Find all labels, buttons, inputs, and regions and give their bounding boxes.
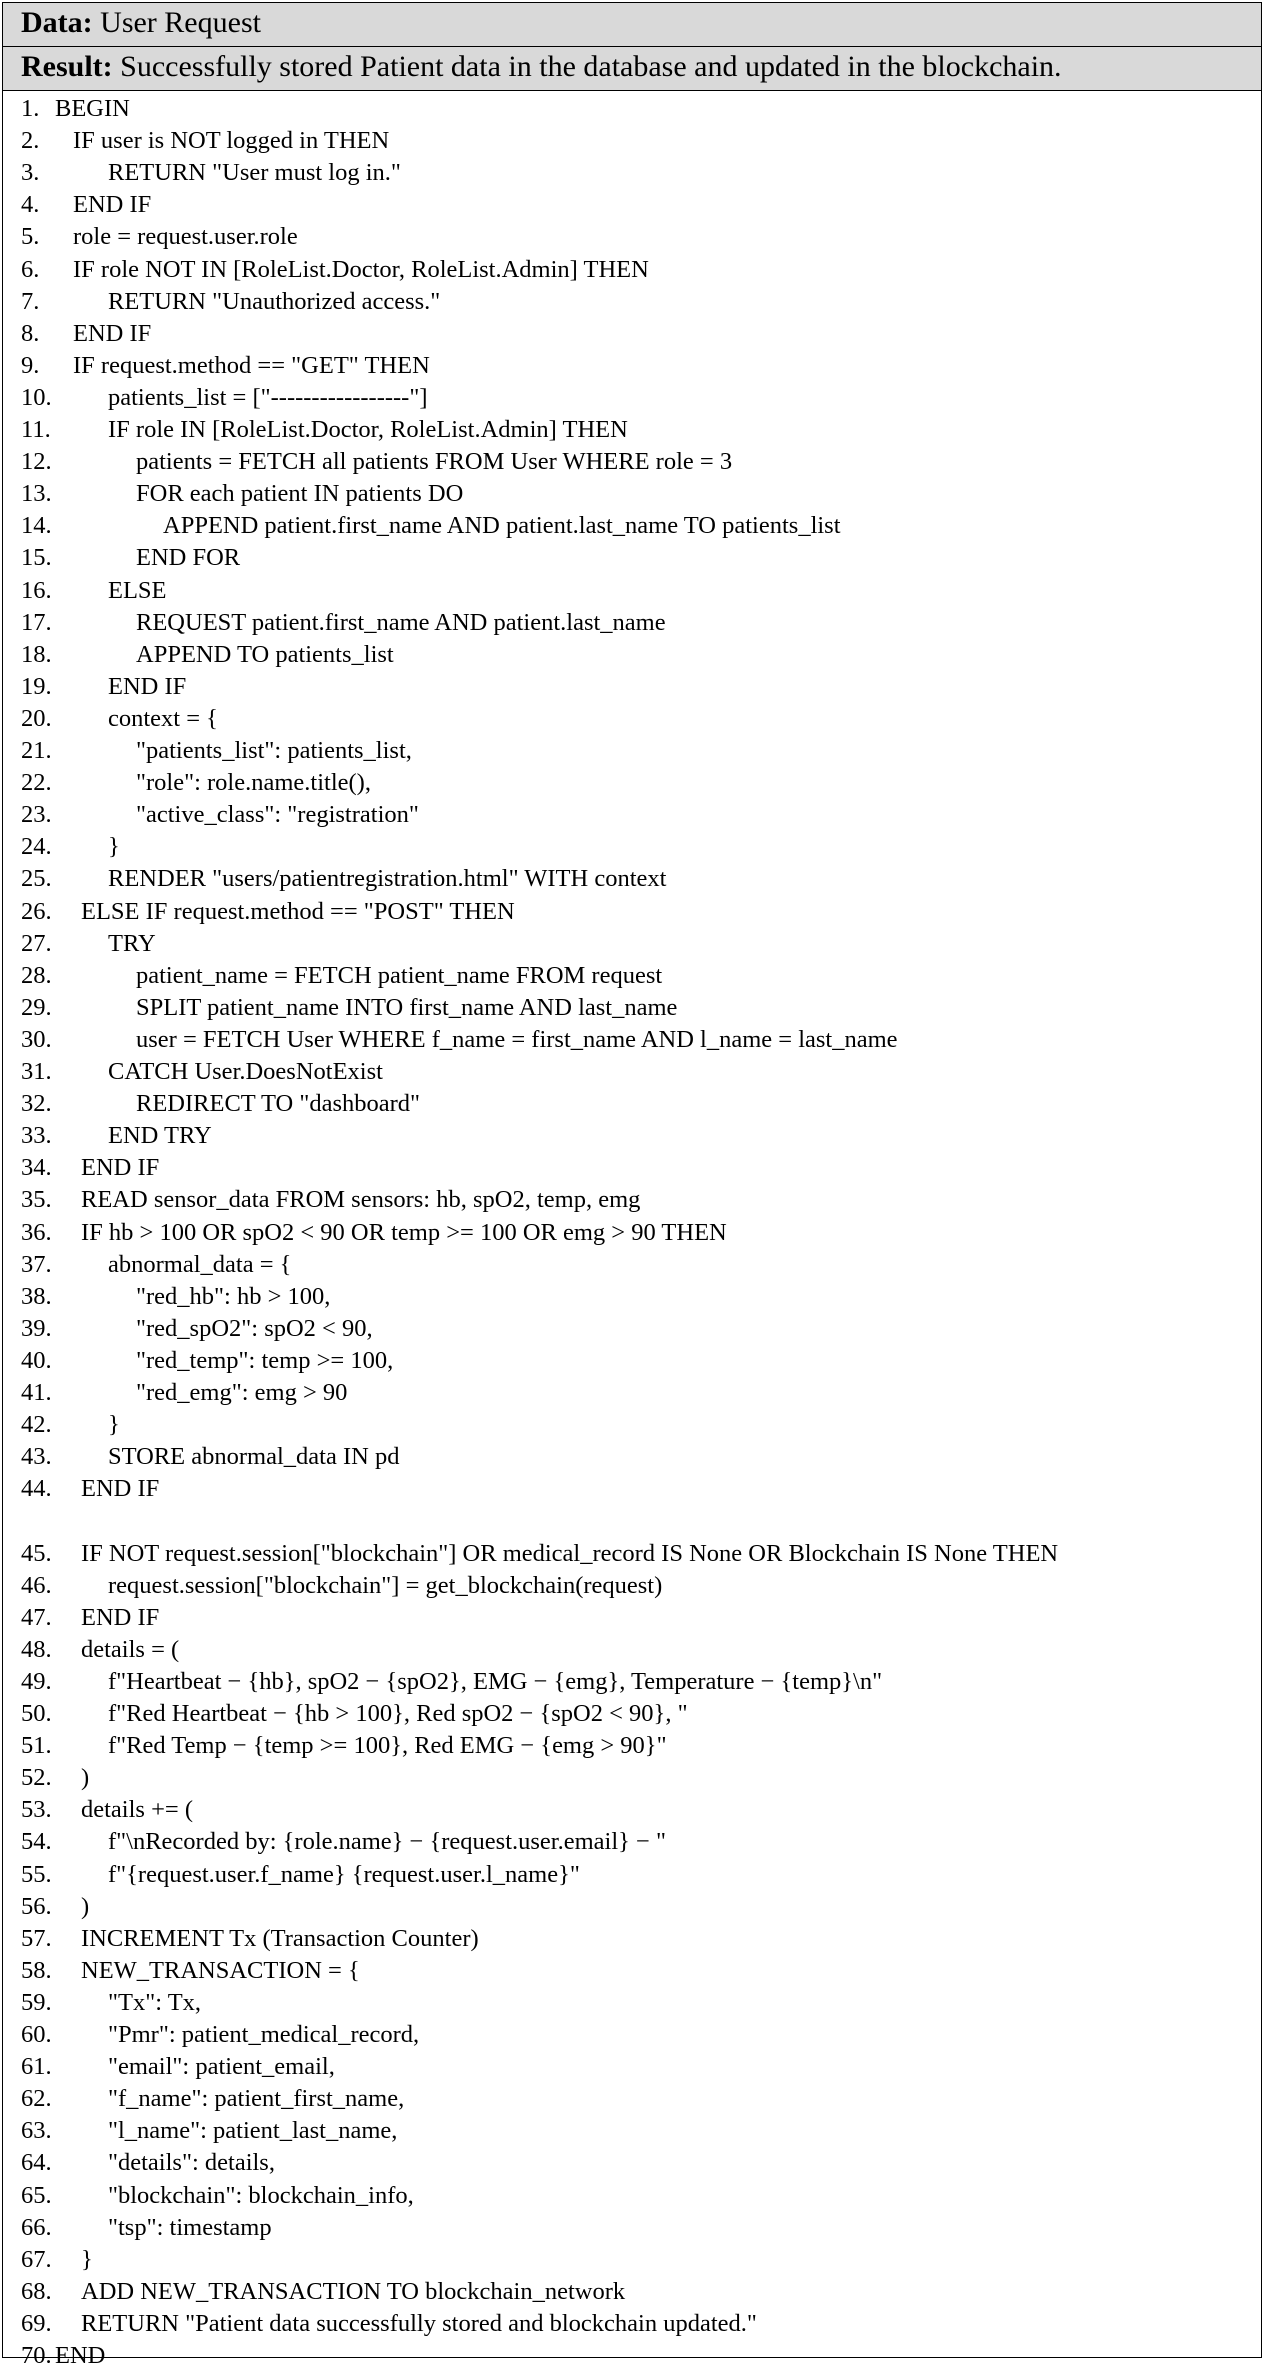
line-number: 41. — [21, 1379, 52, 1406]
line-number: 46. — [21, 1571, 52, 1599]
line-number: 9. — [21, 351, 40, 379]
line-number: 34. — [21, 1154, 52, 1182]
line-number: 2. — [21, 127, 40, 155]
line-number: 15. — [21, 544, 52, 572]
line-text: request.session["blockchain"] = get_blockchain(request) — [108, 1571, 663, 1599]
line-text: TRY — [108, 929, 156, 957]
line-number: 25. — [21, 865, 52, 893]
line-text: } — [108, 1411, 120, 1439]
line-text: f"{request.user.f_name} {request.user.l_name}" — [108, 1860, 580, 1888]
line-number: 12. — [21, 448, 52, 476]
line-text: "blockchain": blockchain_info, — [108, 2181, 414, 2209]
result-value: Successfully stored Patient data in the database and updated in the blockchain. — [120, 50, 1062, 83]
line-text: ADD NEW_TRANSACTION TO blockchain_network — [81, 2277, 626, 2305]
line-text: "tsp": timestamp — [108, 2213, 272, 2241]
line-text: f"Red Heartbeat − {hb > 100}, Red spO2 − {spO2 < 90}, " — [108, 1700, 688, 1727]
line-text: "email": patient_email, — [108, 2053, 335, 2081]
line-number: 70. — [21, 2342, 52, 2369]
line-text: REQUEST patient.first_name AND patient.last_name — [136, 608, 666, 636]
line-number: 47. — [21, 1603, 52, 1631]
line-number: 54. — [21, 1828, 52, 1856]
line-text: details += ( — [81, 1796, 193, 1824]
line-text: user = FETCH User WHERE f_name = first_name AND l_name = last_name — [136, 1025, 898, 1053]
line-text: "f_name": patient_first_name, — [108, 2085, 405, 2113]
line-text: NEW_TRANSACTION = { — [81, 1956, 360, 1984]
line-number: 14. — [21, 512, 52, 540]
line-text: RENDER "users/patientregistration.html" WITH context — [108, 865, 667, 893]
line-number: 37. — [21, 1250, 52, 1278]
line-text: "patients_list": patients_list, — [136, 737, 412, 764]
line-number: 38. — [21, 1282, 52, 1310]
result-header — [3, 47, 1261, 91]
line-number: 53. — [21, 1796, 52, 1824]
line-number: 4. — [21, 191, 40, 219]
line-text: BEGIN — [55, 95, 130, 122]
line-number: 43. — [21, 1443, 52, 1471]
line-text: ELSE — [108, 576, 167, 604]
line-text: IF role NOT IN [RoleList.Doctor, RoleList.Admin] THEN — [73, 255, 649, 283]
line-text: IF NOT request.session["blockchain"] OR medical_record IS None OR Blockchain IS None THEN — [81, 1539, 1059, 1567]
line-text: IF request.method == "GET" THEN — [73, 351, 430, 379]
line-text: END IF — [81, 1603, 160, 1631]
line-number: 67. — [21, 2245, 52, 2273]
line-number: 64. — [21, 2149, 52, 2177]
line-number: 19. — [21, 672, 52, 700]
line-number: 62. — [21, 2085, 52, 2113]
line-text: RETURN "Patient data successfully stored and blockchain updated." — [81, 2309, 757, 2337]
line-text: APPEND patient.first_name AND patient.last_name TO patients_list — [163, 512, 841, 540]
line-number: 50. — [21, 1700, 52, 1727]
line-text: patients_list = ["-----------------"] — [108, 383, 428, 411]
line-number: 57. — [21, 1924, 52, 1952]
line-text: INCREMENT Tx (Transaction Counter) — [81, 1924, 479, 1952]
line-text: IF role IN [RoleList.Doctor, RoleList.Admin] THEN — [108, 416, 628, 443]
line-number: 68. — [21, 2277, 52, 2305]
line-text: details = ( — [81, 1635, 180, 1663]
line-text: "Tx": Tx, — [108, 1988, 202, 2016]
line-number: 32. — [21, 1090, 52, 1118]
line-text: END — [55, 2342, 106, 2369]
line-number: 33. — [21, 1122, 52, 1150]
line-text: "red_emg": emg > 90 — [136, 1379, 348, 1406]
line-number: 16. — [21, 576, 52, 604]
line-number: 28. — [21, 961, 52, 989]
line-number: 59. — [21, 1988, 52, 2016]
line-number: 51. — [21, 1732, 52, 1760]
line-number: 27. — [21, 929, 52, 957]
line-number: 31. — [21, 1058, 52, 1085]
data-header — [3, 3, 1261, 47]
line-number: 22. — [21, 769, 52, 797]
line-number: 52. — [21, 1764, 52, 1792]
line-text: "l_name": patient_last_name, — [108, 2117, 398, 2145]
line-number: 61. — [21, 2053, 52, 2081]
line-number: 39. — [21, 1314, 52, 1342]
line-text: APPEND TO patients_list — [136, 640, 394, 668]
line-text: READ sensor_data FROM sensors: hb, spO2, temp, emg — [81, 1186, 641, 1214]
line-number: 6. — [21, 255, 40, 283]
line-number: 18. — [21, 640, 52, 668]
data-value: User Request — [100, 6, 261, 39]
line-number: 45. — [21, 1539, 52, 1567]
line-number: 7. — [21, 287, 40, 315]
line-text: patient_name = FETCH patient_name FROM request — [136, 961, 663, 989]
line-number: 29. — [21, 993, 52, 1021]
line-number: 36. — [21, 1218, 52, 1246]
line-number: 48. — [21, 1635, 52, 1663]
line-number: 55. — [21, 1860, 52, 1888]
line-text: abnormal_data = { — [108, 1250, 292, 1278]
line-number: 65. — [21, 2181, 52, 2209]
line-number: 10. — [21, 383, 52, 411]
line-number: 5. — [21, 223, 40, 251]
line-number: 56. — [21, 1892, 52, 1920]
line-text: "red_temp": temp >= 100, — [136, 1346, 394, 1374]
line-text: END IF — [73, 191, 152, 219]
line-text: "red_hb": hb > 100, — [136, 1282, 331, 1310]
line-text: END FOR — [136, 544, 241, 572]
line-text: IF user is NOT logged in THEN — [73, 127, 390, 155]
line-text: FOR each patient IN patients DO — [136, 480, 464, 508]
line-number: 26. — [21, 897, 52, 925]
line-number: 8. — [21, 319, 40, 347]
line-text: role = request.user.role — [73, 223, 298, 251]
line-text: END IF — [73, 319, 152, 347]
line-text: END IF — [81, 1154, 160, 1182]
line-text: f"Red Temp − {temp >= 100}, Red EMG − {emg > 90}" — [108, 1732, 667, 1760]
line-text: END TRY — [108, 1122, 212, 1150]
line-text: "Pmr": patient_medical_record, — [108, 2021, 420, 2048]
line-number: 11. — [21, 416, 51, 443]
line-text: } — [81, 2245, 93, 2273]
line-text: SPLIT patient_name INTO first_name AND last_name — [136, 993, 678, 1021]
line-number: 1. — [21, 95, 40, 122]
algorithm-box — [2, 2, 1262, 2369]
line-number: 17. — [21, 608, 52, 636]
line-text: "role": role.name.title(), — [136, 769, 371, 797]
line-number: 49. — [21, 1667, 52, 1695]
line-number: 66. — [21, 2213, 52, 2241]
line-number: 30. — [21, 1025, 52, 1053]
line-text: CATCH User.DoesNotExist — [108, 1058, 383, 1085]
line-number: 58. — [21, 1956, 52, 1984]
result-label: Result: — [21, 50, 113, 83]
line-text: ELSE IF request.method == "POST" THEN — [81, 897, 515, 925]
line-number: 21. — [21, 737, 52, 764]
line-text: f"\nRecorded by: {role.name} − {request.user.email} − " — [108, 1828, 666, 1856]
line-text: context = { — [108, 704, 218, 732]
line-text: IF hb > 100 OR spO2 < 90 OR temp >= 100 OR emg > 90 THEN — [81, 1218, 727, 1246]
line-text: "red_spO2": spO2 < 90, — [136, 1314, 373, 1342]
line-number: 69. — [21, 2309, 52, 2337]
data-label: Data: — [21, 6, 93, 39]
line-text: RETURN "User must log in." — [108, 159, 401, 187]
line-number: 63. — [21, 2117, 52, 2145]
line-number: 24. — [21, 833, 52, 861]
line-text: } — [108, 833, 120, 861]
line-text: ) — [81, 1764, 90, 1792]
line-number: 13. — [21, 480, 52, 508]
line-text: END IF — [81, 1475, 160, 1503]
line-number: 23. — [21, 801, 52, 829]
line-number: 40. — [21, 1346, 52, 1374]
line-text: STORE abnormal_data IN pd — [108, 1443, 400, 1471]
line-number: 3. — [21, 159, 40, 187]
line-text: patients = FETCH all patients FROM User WHERE role = 3 — [136, 448, 733, 476]
line-number: 20. — [21, 704, 52, 732]
line-number: 44. — [21, 1475, 52, 1503]
line-number: 42. — [21, 1411, 52, 1439]
line-text: f"Heartbeat − {hb}, spO2 − {spO2}, EMG − {emg}, Temperature − {temp}\n" — [108, 1667, 883, 1695]
line-text: "details": details, — [108, 2149, 275, 2177]
line-text: "active_class": "registration" — [136, 801, 419, 829]
line-text: RETURN "Unauthorized access." — [108, 287, 441, 315]
line-text: ) — [81, 1892, 90, 1920]
line-text: REDIRECT TO "dashboard" — [136, 1090, 421, 1118]
line-number: 35. — [21, 1186, 52, 1214]
line-number: 60. — [21, 2021, 52, 2048]
line-text: END IF — [108, 672, 187, 700]
